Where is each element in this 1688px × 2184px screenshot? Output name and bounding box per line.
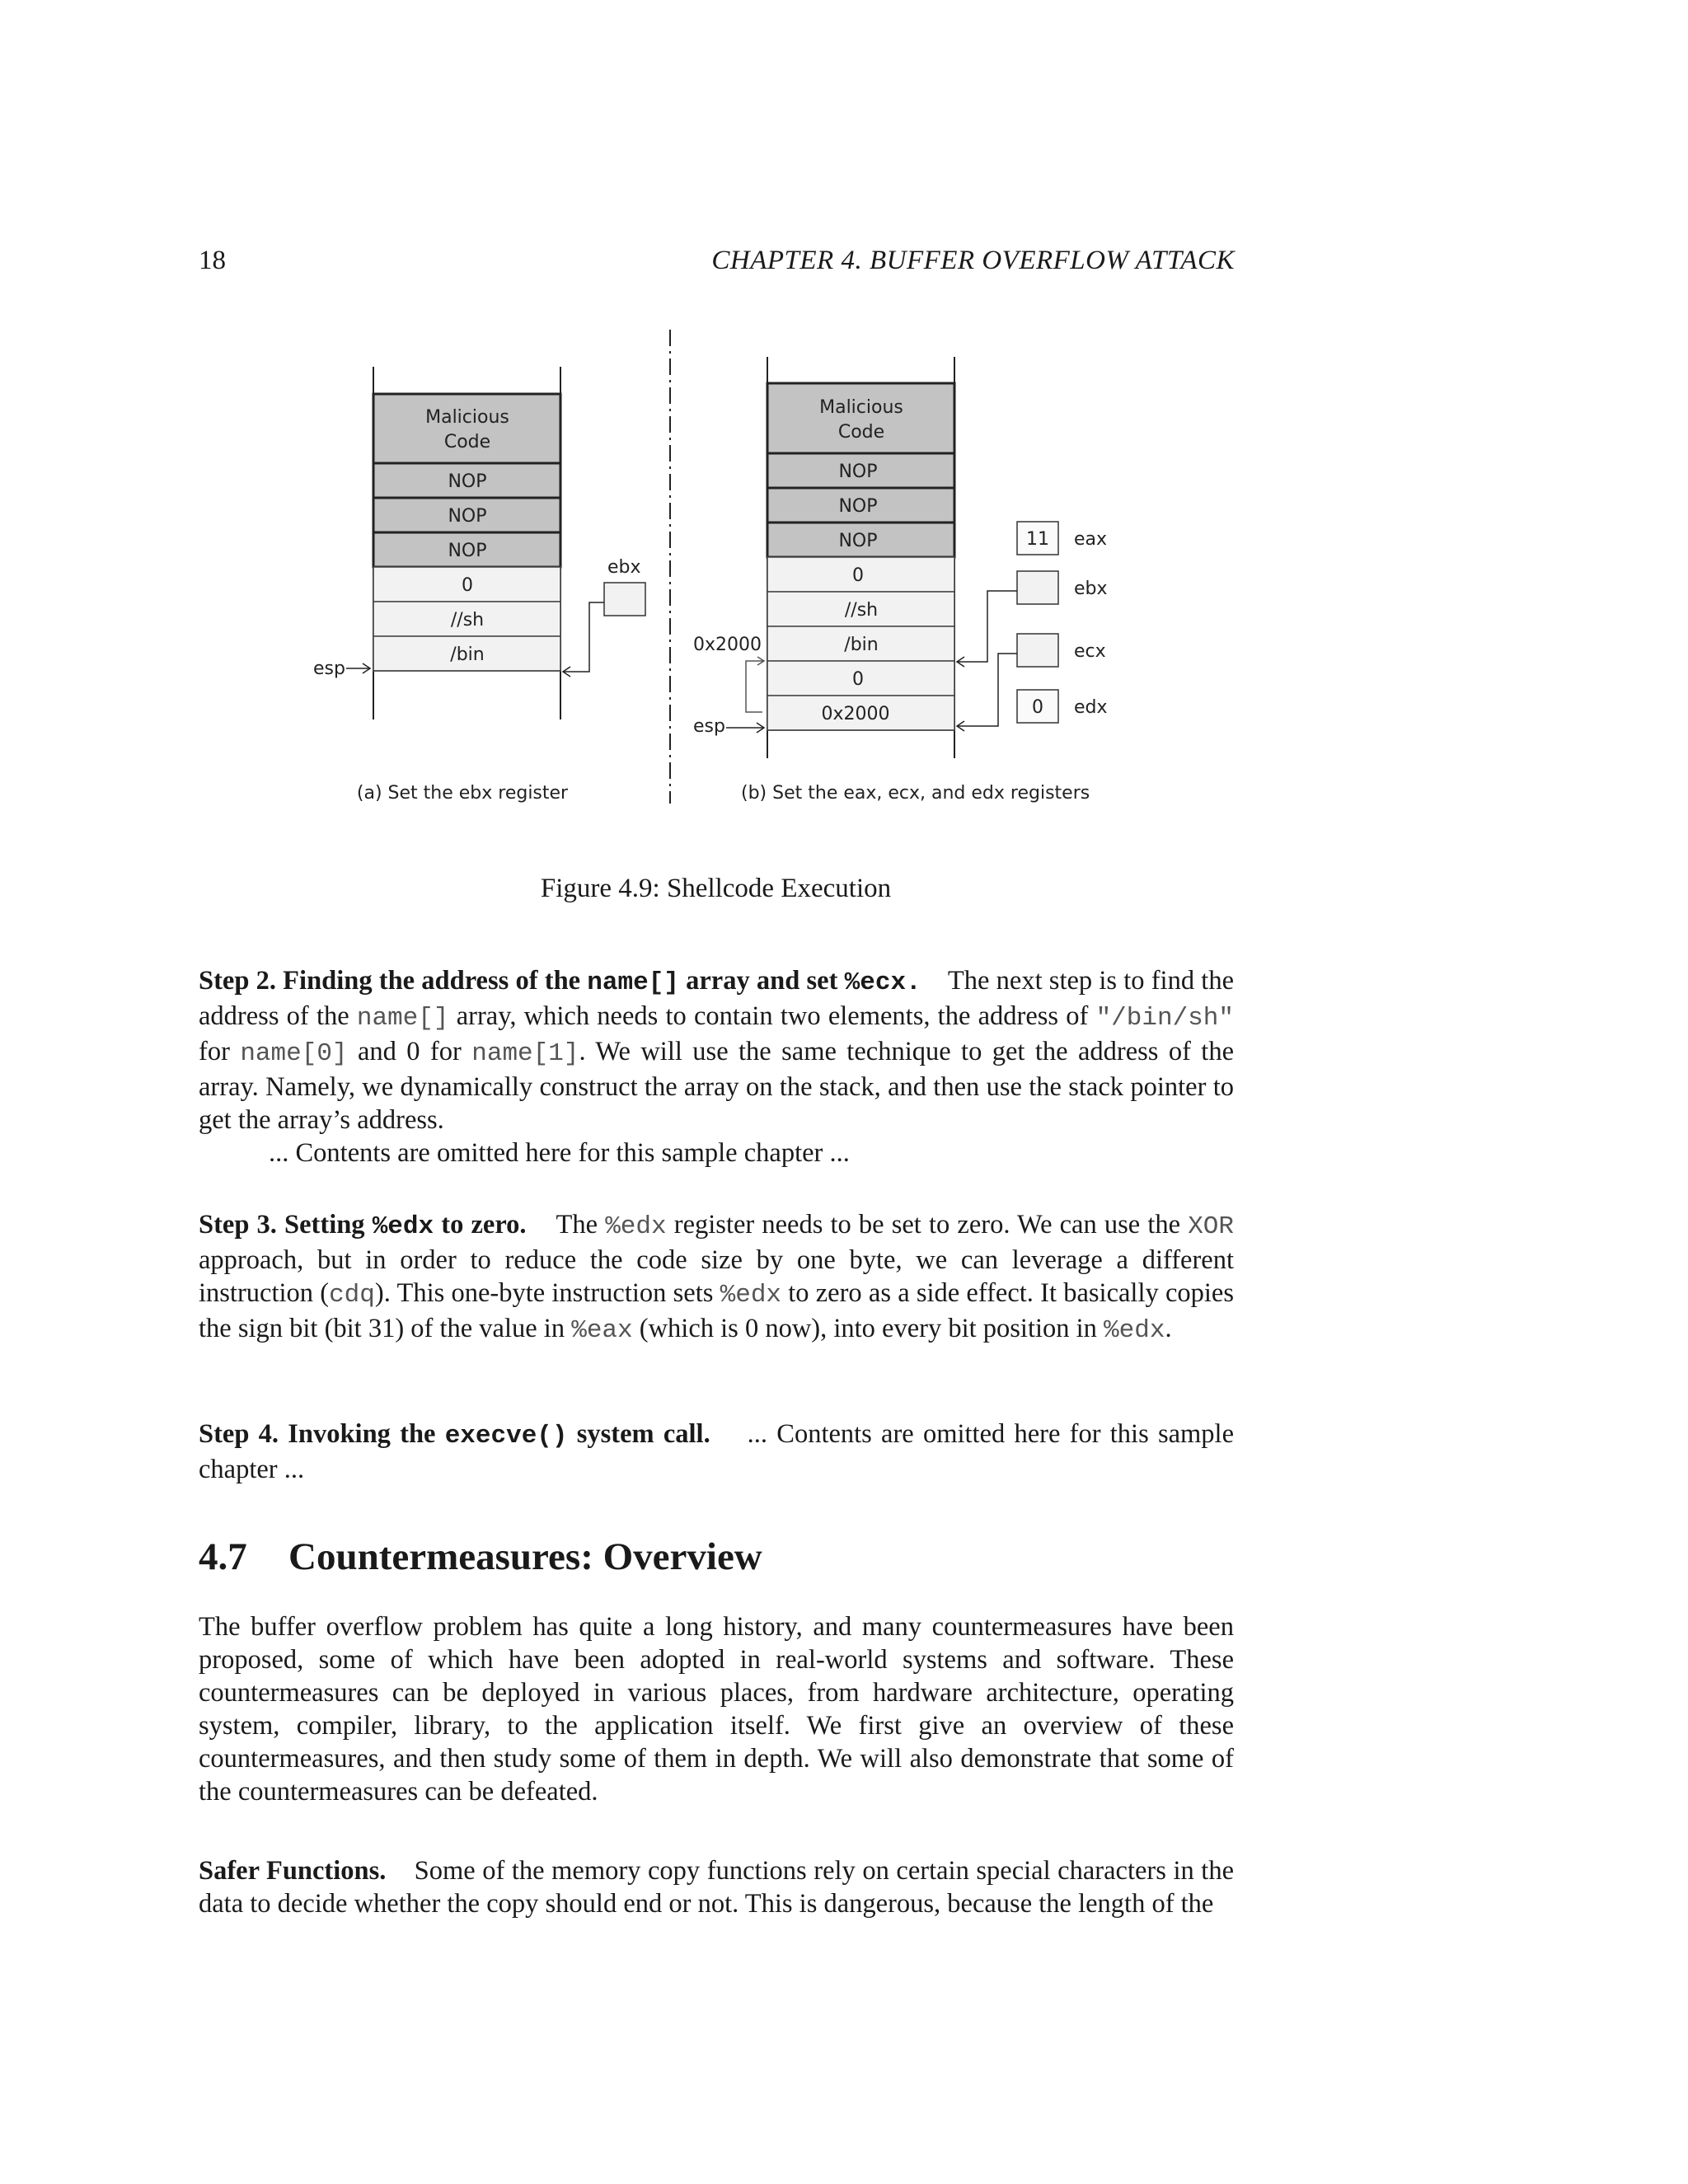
left-ebx-label: ebx xyxy=(607,557,641,578)
ebx-register-label: ebx xyxy=(1074,579,1108,599)
right-cell-text: NOP xyxy=(838,496,878,517)
section-number: 4.7 xyxy=(199,1535,247,1578)
edx-register-value: 0 xyxy=(1032,697,1043,718)
step2-title: Step 2. Finding the address of the name[] array and set %ecx. xyxy=(199,966,921,997)
figure-caption: Figure 4.9: Shellcode Execution xyxy=(540,874,892,903)
left-cell-malicious-code xyxy=(373,394,560,463)
step3-title: Step 3. Setting %edx to zero. xyxy=(199,1210,527,1241)
left-cell-text: Malicious xyxy=(425,407,509,428)
right-cell-text: 0 xyxy=(852,565,864,586)
left-esp-label: esp xyxy=(313,658,345,679)
right-cell-text: /bin xyxy=(844,635,879,655)
safer-functions-paragraph: Safer Functions. Some of the memory copy functions rely on certain special characters in the data to decide whether the copy should end or not. This is dangerous, because the length of the xyxy=(199,1856,1234,1919)
left-cell-text: Code xyxy=(443,432,491,452)
right-address-label: 0x2000 xyxy=(693,635,762,655)
right-cell-text: Malicious xyxy=(819,397,903,418)
left-panel-caption: (a) Set the ebx register xyxy=(356,783,569,804)
left-ebx-register-box xyxy=(604,583,645,616)
right-cell-text: 0 xyxy=(852,669,864,690)
right-cell-text: NOP xyxy=(838,531,878,551)
step4-title: Step 4. Invoking the execve() system call. xyxy=(199,1419,710,1451)
edx-register-label: edx xyxy=(1074,697,1108,718)
right-cell-text: //sh xyxy=(844,600,879,621)
ecx-register-label: ecx xyxy=(1074,641,1106,662)
step2-omitted: ... Contents are omitted here for this sample chapter ... xyxy=(269,1138,850,1168)
ebx-register-box xyxy=(1017,571,1058,604)
safer-functions-title: Safer Functions. xyxy=(199,1856,387,1886)
left-cell-text: NOP xyxy=(448,471,487,492)
overview-paragraph: The buffer overflow problem has quite a long history, and many countermeasures have been proposed, some of which have been adopted in real-world systems and software. These countermeasures can be deployed in various places, from hardware architecture, operating system, compiler, library, to the application itself. We first give an overview of these countermeasures, and then study some of them in depth. We will also demonstrate that some of the countermeasures can be defeated. xyxy=(199,1612,1234,1807)
shellcode-figure xyxy=(297,326,1137,820)
section-title: Countermeasures: Overview xyxy=(288,1535,762,1578)
right-cell-text: Code xyxy=(837,422,885,443)
step2-paragraph: Step 2. Finding the address of the name[] array and set %ecx. The next step is to find the address of the name[] array, which needs to contain two elements, the address of "/bin/sh" for name[0] and 0 for name[1]. We will use the same technique to get the address of the array. Namely, we dynamically construct the array on the stack, and then use the stack pointer to get the array’s address. ... Contents are omitted here for this sample chapter ... xyxy=(199,966,1235,1168)
left-panel xyxy=(313,367,645,804)
left-cell-text: //sh xyxy=(450,610,485,630)
page-number: 18 xyxy=(199,246,226,275)
left-cell-text: NOP xyxy=(448,541,487,561)
left-cell-text: NOP xyxy=(448,506,487,527)
running-title: CHAPTER 4. BUFFER OVERFLOW ATTACK xyxy=(711,246,1235,275)
section-heading xyxy=(199,1535,762,1579)
ecx-register-box xyxy=(1017,634,1058,667)
left-cell-text: 0 xyxy=(462,575,473,596)
left-cell-text: /bin xyxy=(450,644,485,665)
right-cell-malicious-code xyxy=(767,383,954,453)
right-esp-label: esp xyxy=(693,716,725,737)
right-panel xyxy=(693,357,1108,804)
step3-paragraph: Step 3. Setting %edx to zero. The %edx register needs to be set to zero. We can use the XOR approach, but in order to reduce the code size by one byte, we can leverage a different instruction (cdq). This one-byte instruction sets %edx to zero as a side effect. It basically copies the sign bit (bit 31) of the value in %eax (which is 0 now), into every bit position in %edx. xyxy=(199,1210,1234,1345)
step4-paragraph: Step 4. Invoking the execve() system call. ... Contents are omitted here for this sample chapter ... xyxy=(199,1419,1235,1484)
right-cell-text: NOP xyxy=(838,462,878,482)
eax-register-label: eax xyxy=(1074,529,1108,550)
right-panel-caption: (b) Set the eax, ecx, and edx registers xyxy=(741,783,1090,804)
right-cell-text: 0x2000 xyxy=(821,704,890,724)
eax-register-value: 11 xyxy=(1026,529,1049,550)
